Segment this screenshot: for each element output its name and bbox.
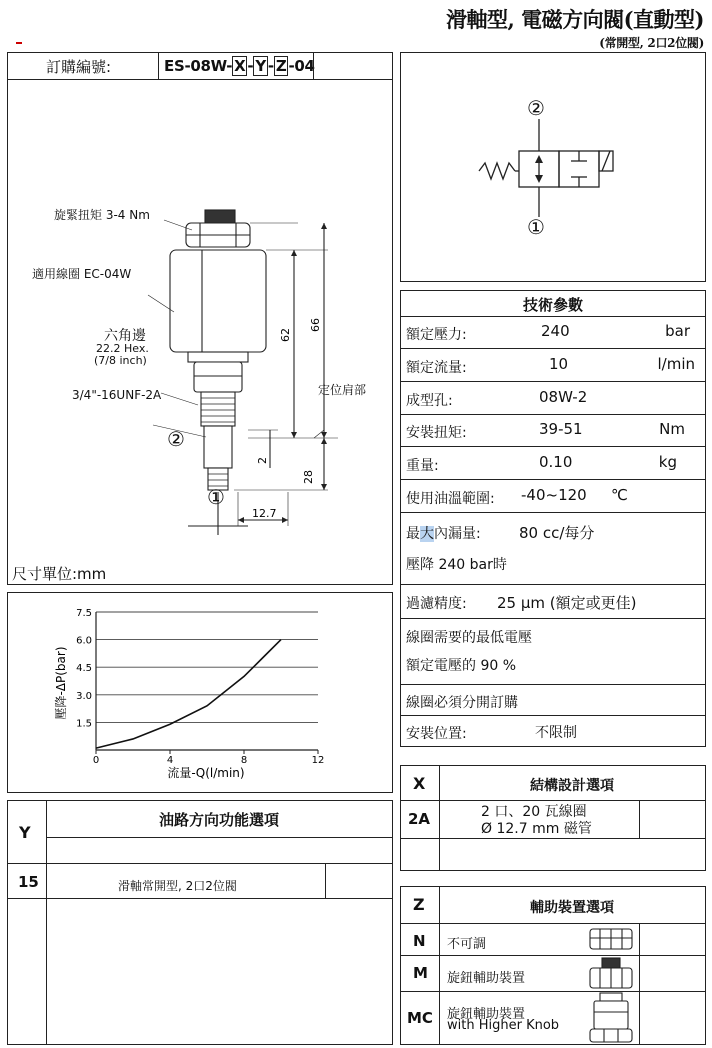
hex-size-2: (7/8 inch) xyxy=(94,354,147,367)
temp-row: 使用油溫範圍: -40~120 ℃ xyxy=(401,480,705,513)
z-option-code: MC xyxy=(407,1009,433,1027)
y-header-code: Y xyxy=(19,823,31,842)
chart-x-tick-label: 8 xyxy=(240,755,248,766)
pressure-drop-chart xyxy=(8,593,392,792)
order-code-y: Y xyxy=(255,57,266,75)
symbol-port-2: ② xyxy=(527,96,545,120)
dim-label-62: 62 xyxy=(279,328,292,342)
knob-icon-standard xyxy=(588,926,634,952)
dim-label-12-7: 12.7 xyxy=(252,507,277,520)
spec-row: 額定壓力: 240 bar xyxy=(401,317,705,349)
z-option-code: N xyxy=(413,932,426,950)
x-option-line1: 2 口、20 瓦線圈 xyxy=(481,804,587,820)
unit-label: 尺寸單位:mm xyxy=(12,565,107,583)
hex-label: 六角邊 xyxy=(104,328,146,344)
spec-title: 技術參數 xyxy=(522,296,583,314)
filter-row: 過濾精度: 25 μm (額定或更佳) xyxy=(401,585,705,619)
dim-label-2: 2 xyxy=(256,457,269,464)
page-title: 滑軸型, 電磁方向閥(直動型) xyxy=(446,7,704,32)
hydraulic-symbol-panel xyxy=(400,52,706,282)
chart-y-tick-label: 7.5 xyxy=(76,608,92,619)
z-option-table xyxy=(400,886,706,1045)
z-option-code: M xyxy=(413,964,428,982)
chart-series xyxy=(96,640,281,749)
y-option-desc: 滑軸常開型, 2口2位閥 xyxy=(118,879,237,893)
chart-x-tick-label: 0 xyxy=(92,755,100,766)
z-option-desc: 旋鈕輔助裝置 xyxy=(447,1007,526,1022)
valve-symbol xyxy=(401,53,705,281)
pressure-drop-chart-panel xyxy=(7,592,393,793)
symbol-port-1: ① xyxy=(527,215,545,239)
spec-title-row xyxy=(401,291,705,317)
chart-grid xyxy=(96,612,318,750)
z-header-code: Z xyxy=(413,895,425,914)
torque-label: 旋緊扭矩 3-4 Nm xyxy=(54,208,150,222)
spec-panel xyxy=(400,290,706,747)
port-2-label: ② xyxy=(167,427,185,451)
shoulder-label: 定位肩部 xyxy=(318,383,367,397)
spec-row: 重量: 0.10 kg xyxy=(401,447,705,480)
spec-row: 成型孔: 08W-2 xyxy=(401,382,705,415)
x-header-title: 結構設計選項 xyxy=(530,778,614,794)
chart-x-tick-label: 12 xyxy=(311,755,325,766)
z-option-desc: 不可調 xyxy=(447,937,487,952)
dim-label-66: 66 xyxy=(309,318,322,332)
spec-row: 安裝扭矩: 39-51 Nm xyxy=(401,415,705,447)
coil-order-row: 線圈必須分開訂購 xyxy=(401,685,705,716)
spec-row: 額定流量: 10 l/min xyxy=(401,349,705,382)
order-code: ES-08W- X - Y - Z -04 xyxy=(164,57,315,75)
z-option-desc-2: with Higher Knob xyxy=(447,1018,560,1033)
chart-y-tick-label: 6.0 xyxy=(76,635,92,647)
chart-ticks xyxy=(76,608,324,766)
page-subtitle: (常開型, 2口2位閥) xyxy=(599,36,704,50)
leak-row: 最大內漏量: 80 cc/每分 壓降 240 bar時 xyxy=(401,513,705,585)
y-option-table xyxy=(7,800,393,1045)
x-option-code: 2A xyxy=(408,810,431,828)
chart-y-tick-label: 1.5 xyxy=(76,718,92,730)
chart-y-tick-label: 3.0 xyxy=(76,690,92,702)
knob-icon-high xyxy=(588,992,634,1044)
voltage-row: 線圈需要的最低電壓 額定電壓的 90 % xyxy=(401,619,705,685)
chart-series-line xyxy=(96,640,281,749)
hex-size-1: 22.2 Hex. xyxy=(96,342,149,355)
drawing-panel xyxy=(7,52,393,585)
knob-icon-override xyxy=(588,956,634,990)
chart-x-label: 流量-Q(l/min) xyxy=(167,766,245,780)
chart-x-tick-label: 4 xyxy=(166,755,174,766)
order-code-x: X xyxy=(234,57,246,75)
order-label: 訂購編號: xyxy=(46,58,112,76)
thread-label: 3/4"-16UNF-2A xyxy=(72,388,162,402)
chart-y-label: 壓降-ΔP(bar) xyxy=(54,646,68,720)
z-header-title: 輔助裝置選項 xyxy=(530,900,614,916)
x-option-table xyxy=(400,765,706,871)
order-code-row xyxy=(8,53,392,80)
valve-drawing xyxy=(8,80,392,560)
position-row: 安裝位置: 不限制 xyxy=(406,725,577,742)
port-1-label: ① xyxy=(207,485,225,509)
red-mark xyxy=(16,42,22,44)
y-header-title: 油路方向功能選項 xyxy=(158,811,279,829)
dim-label-28: 28 xyxy=(302,470,315,484)
coil-label: 適用線圈 EC-04W xyxy=(32,267,132,281)
chart-y-tick-label: 4.5 xyxy=(76,663,92,675)
x-option-line2: Ø 12.7 mm 磁管 xyxy=(481,821,592,837)
z-option-desc: 旋鈕輔助裝置 xyxy=(447,971,526,986)
y-option-code: 15 xyxy=(18,873,39,891)
x-header-code: X xyxy=(413,774,426,793)
order-code-z: Z xyxy=(275,57,287,75)
